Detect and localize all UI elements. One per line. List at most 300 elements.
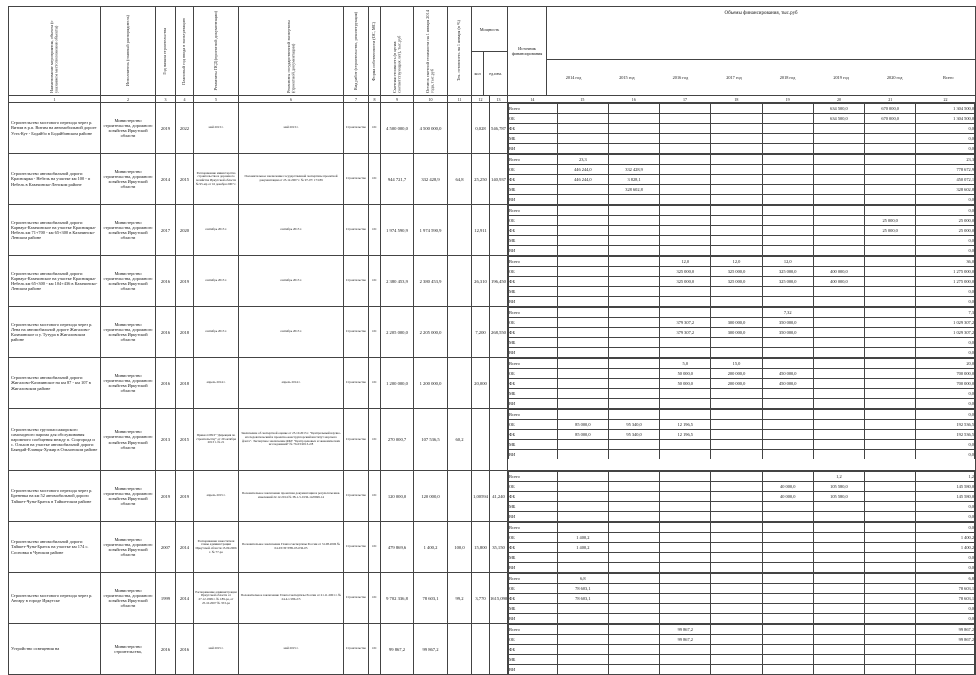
object-name: Строительство мостового перехода через р. Ангару в городе Иркутске bbox=[9, 573, 101, 624]
financing-value bbox=[608, 399, 659, 409]
source-label: МБ bbox=[509, 134, 558, 144]
object-row bbox=[9, 573, 976, 624]
financing-value bbox=[865, 584, 916, 594]
design-docs: апрель 2014 г. bbox=[194, 358, 239, 409]
financing-value bbox=[711, 502, 762, 512]
financing-value: 99 867,2 bbox=[660, 625, 711, 635]
financing-value bbox=[813, 379, 864, 389]
financing-value: 379 307,2 bbox=[660, 328, 711, 338]
financing-value bbox=[660, 512, 711, 522]
source-label: ВИ bbox=[509, 450, 558, 460]
financing-value bbox=[557, 410, 608, 420]
remaining-cost: 99 867,2 bbox=[414, 624, 448, 675]
financing-value bbox=[608, 114, 659, 124]
readiness: 64,8 bbox=[448, 154, 472, 205]
customer: Министерство строительства, дорожного хозяйства Иркутской области bbox=[101, 471, 156, 522]
financing-row bbox=[509, 267, 975, 277]
financing-value: 379 307,2 bbox=[660, 318, 711, 328]
estimated-cost: 270 000,7 bbox=[381, 409, 414, 471]
financing-value bbox=[865, 359, 916, 369]
financing-total: 145 580,0 bbox=[916, 492, 975, 502]
financing-value bbox=[762, 604, 813, 614]
financing-total: 1 400,2 bbox=[916, 533, 975, 543]
financing-value bbox=[608, 512, 659, 522]
financing-row bbox=[509, 155, 975, 165]
financing-value bbox=[762, 134, 813, 144]
financing-value bbox=[557, 206, 608, 216]
end-year: 2019 bbox=[176, 471, 194, 522]
financing-value bbox=[711, 338, 762, 348]
work-type: Строительство bbox=[344, 103, 369, 154]
investment-table bbox=[8, 6, 976, 675]
financing-value bbox=[711, 420, 762, 430]
financing-value bbox=[711, 308, 762, 318]
financing-value bbox=[865, 297, 916, 307]
financing-value bbox=[865, 379, 916, 389]
financing-value bbox=[608, 645, 659, 655]
design-docs: Распоряжение заместителя главы администрации Иркутской области 15.09.2006 г. № 77-ра bbox=[194, 522, 239, 573]
financing-value: 350 000,0 bbox=[762, 328, 813, 338]
source-label: МБ bbox=[509, 287, 558, 297]
header-source: Источник финансирования bbox=[508, 7, 547, 95]
customer: Министерство строительства, дорожного хозяйства Иркутской области bbox=[101, 358, 156, 409]
object-row bbox=[9, 154, 976, 205]
financing-subtable bbox=[508, 154, 975, 204]
financing-subtable bbox=[508, 358, 975, 408]
work-type: Строительство bbox=[344, 624, 369, 675]
estimated-cost: 2 380 453,9 bbox=[381, 256, 414, 307]
financing-value bbox=[762, 144, 813, 154]
header-col-6: Реквизиты государственной экспертизы (проектной документации) bbox=[239, 7, 344, 96]
end-year: 2018 bbox=[176, 307, 194, 358]
capacity-unit bbox=[490, 624, 508, 675]
customer: Министерство строительства, дорожного хозяйства Иркутской области bbox=[101, 409, 156, 471]
financing-row bbox=[509, 440, 975, 450]
financing-value bbox=[762, 226, 813, 236]
capacity-unit bbox=[490, 205, 508, 256]
financing-value bbox=[762, 502, 813, 512]
financing-value bbox=[813, 287, 864, 297]
financing-value bbox=[608, 553, 659, 563]
financing-value bbox=[711, 114, 762, 124]
financing-value bbox=[608, 369, 659, 379]
financing-value bbox=[711, 410, 762, 420]
financing-value bbox=[711, 604, 762, 614]
financing-value: 7,32 bbox=[762, 308, 813, 318]
source-label: Всего bbox=[509, 104, 558, 114]
financing-value bbox=[608, 543, 659, 553]
header-fin-title: Объемы финансирования, тыс.руб bbox=[547, 7, 976, 60]
financing-value bbox=[660, 134, 711, 144]
design-docs: сентябрь 2013 г. bbox=[194, 307, 239, 358]
work-type: Строительство bbox=[344, 409, 369, 471]
financing-value: 1 400,2 bbox=[557, 533, 608, 543]
financing-value bbox=[711, 625, 762, 635]
financing-value bbox=[762, 625, 813, 635]
financing-value bbox=[711, 665, 762, 675]
source-label: Всего bbox=[509, 308, 558, 318]
header-col-1: Наименование мероприятия, объекта (с указанием местоположения объекта) bbox=[9, 7, 101, 96]
financing-row bbox=[509, 134, 975, 144]
financing-value: 450 000,0 bbox=[762, 379, 813, 389]
financing-total: 99 867,2 bbox=[916, 625, 975, 635]
ownership: ОС bbox=[369, 358, 381, 409]
design-docs: апрель 2015 г. bbox=[194, 471, 239, 522]
header-year-2016: 2016 год bbox=[672, 75, 689, 80]
financing-row bbox=[509, 124, 975, 134]
estimated-cost: 2 205 000,0 bbox=[381, 307, 414, 358]
source-label: МБ bbox=[509, 553, 558, 563]
financing-value bbox=[660, 502, 711, 512]
financing-value bbox=[762, 645, 813, 655]
financing-value: 200 000,0 bbox=[711, 369, 762, 379]
financing-value bbox=[711, 185, 762, 195]
financing-value bbox=[813, 645, 864, 655]
source-label: ВИ bbox=[509, 348, 558, 358]
financing-value bbox=[813, 410, 864, 420]
ownership: ОС bbox=[369, 307, 381, 358]
financing-value bbox=[762, 216, 813, 226]
financing-value bbox=[813, 389, 864, 399]
financing-value bbox=[557, 472, 608, 482]
financing-value bbox=[608, 604, 659, 614]
capacity-unit: 1615,090 bbox=[490, 573, 508, 624]
financing-value bbox=[608, 338, 659, 348]
financing-value bbox=[865, 604, 916, 614]
financing-value: 3 828,1 bbox=[608, 175, 659, 185]
capacity-unit bbox=[490, 409, 508, 471]
financing-value bbox=[762, 399, 813, 409]
financing-total: 1 275 000,0 bbox=[916, 277, 975, 287]
capacity-qty bbox=[472, 624, 490, 675]
financing-value bbox=[711, 389, 762, 399]
financing-value bbox=[865, 594, 916, 604]
financing-value bbox=[813, 195, 864, 205]
remaining-cost: 1 200 000,0 bbox=[414, 358, 448, 409]
source-label: ВИ bbox=[509, 144, 558, 154]
financing-value bbox=[557, 645, 608, 655]
financing-value bbox=[813, 523, 864, 533]
start-year: 2016 bbox=[156, 256, 176, 307]
financing-value bbox=[813, 604, 864, 614]
object-name: Строительство автомобильной дороги Карнаул-Казачинское на участке Красноярка-Небель км 71+700 - км 65+300 в Казачинско-Ленском районе bbox=[9, 205, 101, 256]
financing-value bbox=[557, 512, 608, 522]
source-label: Всего bbox=[509, 359, 558, 369]
financing-total: 700 000,0 bbox=[916, 369, 975, 379]
financing-value bbox=[711, 574, 762, 584]
financing-value bbox=[762, 348, 813, 358]
financing-value bbox=[608, 206, 659, 216]
financing-value bbox=[660, 287, 711, 297]
financing-value bbox=[865, 440, 916, 450]
header-col-11: Тех. готовность на 1 января (в %) bbox=[448, 7, 472, 96]
expertise: сентябрь 2013 г. bbox=[239, 256, 344, 307]
financing-value bbox=[865, 308, 916, 318]
capacity-unit: 41,240 bbox=[490, 471, 508, 522]
financing-value bbox=[813, 440, 864, 450]
financing-value bbox=[813, 308, 864, 318]
financing-subtable bbox=[508, 256, 975, 306]
financing-total: 192 536,5 bbox=[916, 430, 975, 440]
capacity-qty: 3,770 bbox=[472, 573, 490, 624]
financing-value bbox=[660, 553, 711, 563]
financing-value: 350 000,0 bbox=[762, 318, 813, 328]
financing-total: 450 072,1 bbox=[916, 175, 975, 185]
financing-value bbox=[608, 104, 659, 114]
financing-total: 0,0 bbox=[916, 553, 975, 563]
financing-total: 78 603,1 bbox=[916, 594, 975, 604]
financing-value bbox=[557, 134, 608, 144]
financing-total: 0,0 bbox=[916, 399, 975, 409]
financing-value bbox=[865, 574, 916, 584]
financing-value bbox=[660, 348, 711, 358]
start-year: 2017 bbox=[156, 205, 176, 256]
source-label: ВИ bbox=[509, 512, 558, 522]
financing-total: 23,3 bbox=[916, 155, 975, 165]
financing-value bbox=[660, 574, 711, 584]
design-docs: Приказ ОГКУ "Дирекция по строительству" от 29 октября 2013 г. № 21 bbox=[194, 409, 239, 471]
financing-row bbox=[509, 216, 975, 226]
financing-value bbox=[762, 195, 813, 205]
financing-row bbox=[509, 297, 975, 307]
financing-value bbox=[865, 155, 916, 165]
financing-total: 1 029 307,2 bbox=[916, 328, 975, 338]
financing-value bbox=[813, 584, 864, 594]
object-name: Строительство мостового перехода через р. Витим в р.п. Витим на автомобильной дороге Усть-Кут - Бодайбо в Бодайбинском районе bbox=[9, 103, 101, 154]
readiness: 99,2 bbox=[448, 573, 472, 624]
financing-value bbox=[813, 246, 864, 256]
financing-value bbox=[660, 614, 711, 624]
source-label: МБ bbox=[509, 389, 558, 399]
source-label: МБ bbox=[509, 185, 558, 195]
financing-value bbox=[557, 440, 608, 450]
financing-value bbox=[813, 328, 864, 338]
financing-value bbox=[711, 124, 762, 134]
financing-value: 12 196,5 bbox=[660, 420, 711, 430]
financing-value bbox=[865, 175, 916, 185]
header-col-2: Исполнитель (главный распорядитель) bbox=[101, 7, 156, 96]
financing-total: 78 603,1 bbox=[916, 584, 975, 594]
financing-value bbox=[762, 104, 813, 114]
financing-value bbox=[608, 450, 659, 460]
financing-row bbox=[509, 512, 975, 522]
header-col-8: Форма собственности (ОС, МС) bbox=[369, 7, 381, 96]
financing-value bbox=[865, 287, 916, 297]
financing-total: 1 275 000,0 bbox=[916, 267, 975, 277]
financing-subtable bbox=[508, 471, 975, 521]
remaining-cost: 107 536,5 bbox=[414, 409, 448, 471]
financing-row bbox=[509, 338, 975, 348]
financing-row bbox=[509, 472, 975, 482]
financing-row bbox=[509, 389, 975, 399]
remaining-cost: 2 205 000,0 bbox=[414, 307, 448, 358]
financing-value: 25 000,0 bbox=[865, 216, 916, 226]
object-name: Строительство грузопассажирского самоходного парома для обслуживания паромного сообщения между п. Соцгорода и с. Ольхон на участке автомобильной дороги Баяндай-Еланцы-Хужир в Ольхонском районе bbox=[9, 409, 101, 471]
financing-value bbox=[608, 635, 659, 645]
object-row bbox=[9, 624, 976, 675]
financing-total bbox=[916, 655, 975, 665]
financing-value: 85 000,0 bbox=[557, 420, 608, 430]
remaining-cost: 332 428,9 bbox=[414, 154, 448, 205]
financing-value bbox=[608, 287, 659, 297]
financing-total: 20,0 bbox=[916, 359, 975, 369]
financing-value bbox=[608, 195, 659, 205]
financing-value bbox=[813, 655, 864, 665]
financing-value bbox=[711, 226, 762, 236]
financing-value bbox=[660, 114, 711, 124]
financing-value bbox=[711, 144, 762, 154]
capacity-qty: 1,00594 bbox=[472, 471, 490, 522]
source-label: ОБ bbox=[509, 267, 558, 277]
financing-value bbox=[762, 420, 813, 430]
object-row bbox=[9, 358, 976, 409]
source-label: ВИ bbox=[509, 246, 558, 256]
financing-value bbox=[660, 492, 711, 502]
work-type: Строительство bbox=[344, 573, 369, 624]
financing-total: 1 029 307,2 bbox=[916, 318, 975, 328]
expertise: май 2013 г. bbox=[239, 103, 344, 154]
capacity-unit: 546,787 bbox=[490, 103, 508, 154]
financing-value bbox=[557, 665, 608, 675]
financing-row bbox=[509, 379, 975, 389]
design-docs: сентябрь 2013 г. bbox=[194, 256, 239, 307]
end-year: 2016 bbox=[176, 624, 194, 675]
header-col-9: Сметная стоимость (в ценах соответствующих лет), тыс.руб bbox=[381, 7, 414, 96]
capacity-qty: 0,028 bbox=[472, 103, 490, 154]
financing-value bbox=[608, 318, 659, 328]
financing-value bbox=[865, 635, 916, 645]
ownership: ОС bbox=[369, 471, 381, 522]
financing-value bbox=[762, 185, 813, 195]
financing-value bbox=[865, 625, 916, 635]
financing-row bbox=[509, 104, 975, 114]
financing-value bbox=[608, 226, 659, 236]
financing-value bbox=[762, 389, 813, 399]
source-label: ВИ bbox=[509, 399, 558, 409]
financing-value bbox=[608, 665, 659, 675]
financing-total: 0,0 bbox=[916, 246, 975, 256]
end-year: 2020 bbox=[176, 205, 194, 256]
financing-value bbox=[762, 440, 813, 450]
financing-value bbox=[762, 563, 813, 573]
estimated-cost: 1 200 000,0 bbox=[381, 358, 414, 409]
financing-row bbox=[509, 348, 975, 358]
financing-value: 50 000,0 bbox=[660, 379, 711, 389]
financing-value bbox=[660, 206, 711, 216]
financing-value bbox=[865, 348, 916, 358]
financing-value bbox=[608, 379, 659, 389]
header-year-2017: 2017 год bbox=[726, 75, 742, 80]
financing-value bbox=[813, 297, 864, 307]
financing-row bbox=[509, 287, 975, 297]
work-type: Строительство bbox=[344, 358, 369, 409]
financing-value bbox=[557, 635, 608, 645]
financing-value bbox=[813, 155, 864, 165]
header-year-2019: 2019 год bbox=[833, 75, 849, 80]
financing-row bbox=[509, 625, 975, 635]
financing-value bbox=[865, 492, 916, 502]
financing-row bbox=[509, 523, 975, 533]
financing-value bbox=[608, 328, 659, 338]
header-year-2014: 2014 год bbox=[565, 75, 582, 80]
source-label: ОБ bbox=[509, 369, 558, 379]
financing-total: 0,0 bbox=[916, 410, 975, 420]
financing-value bbox=[865, 399, 916, 409]
financing-row bbox=[509, 257, 975, 267]
financing-total: 0,0 bbox=[916, 604, 975, 614]
financing-value: 446 244,0 bbox=[557, 165, 608, 175]
capacity-unit: 268,550 bbox=[490, 307, 508, 358]
financing-value bbox=[711, 236, 762, 246]
financing-value bbox=[813, 175, 864, 185]
start-year: 2014 bbox=[156, 154, 176, 205]
financing-value bbox=[762, 512, 813, 522]
financing-value bbox=[557, 195, 608, 205]
financing-value: 50 000,0 bbox=[660, 369, 711, 379]
financing-value bbox=[813, 257, 864, 267]
capacity-unit: 196,450 bbox=[490, 256, 508, 307]
financing-value bbox=[608, 492, 659, 502]
capacity-qty: 7,200 bbox=[472, 307, 490, 358]
financing-value bbox=[608, 533, 659, 543]
financing-row bbox=[509, 553, 975, 563]
financing-value bbox=[711, 175, 762, 185]
financing-value bbox=[865, 165, 916, 175]
financing-value bbox=[660, 563, 711, 573]
source-label: ФБ bbox=[509, 379, 558, 389]
financing-value bbox=[865, 430, 916, 440]
financing-row bbox=[509, 328, 975, 338]
header-col-5: Реквизиты ПСД (проектной документации) bbox=[194, 7, 239, 96]
readiness bbox=[448, 307, 472, 358]
financing-value bbox=[865, 472, 916, 482]
financing-value bbox=[608, 614, 659, 624]
source-label: МБ bbox=[509, 655, 558, 665]
financing-value bbox=[608, 440, 659, 450]
source-label: ФБ bbox=[509, 226, 558, 236]
financing-total: 1 304 500,0 bbox=[916, 104, 975, 114]
financing-value bbox=[711, 216, 762, 226]
financing-total: 700 000,0 bbox=[916, 379, 975, 389]
financing-value bbox=[762, 338, 813, 348]
readiness bbox=[448, 103, 472, 154]
financing-value bbox=[865, 553, 916, 563]
financing-value: 325 000,0 bbox=[711, 277, 762, 287]
financing-row bbox=[509, 543, 975, 553]
object-name: Строительство мостового перехода через р. Лена на автомобильной дороге Жигалово-Казачинское и у. Тутура в Жигаловском районе bbox=[9, 307, 101, 358]
financing-value: 300 000,0 bbox=[711, 328, 762, 338]
financing-value bbox=[608, 655, 659, 665]
financing-value: 78 603,1 bbox=[557, 584, 608, 594]
work-type: Строительство bbox=[344, 307, 369, 358]
financing-value bbox=[711, 399, 762, 409]
source-label: Всего bbox=[509, 574, 558, 584]
financing-value bbox=[608, 246, 659, 256]
expertise: Положительное заключение Главгосэкспертизы России от 31.08.2006 № 04-03/ЭГ/ГРБ-03-036-05 bbox=[239, 522, 344, 573]
financing-value bbox=[660, 216, 711, 226]
financing-value bbox=[660, 175, 711, 185]
financing-value bbox=[660, 533, 711, 543]
financing-value: 78 603,1 bbox=[557, 594, 608, 604]
financing-value bbox=[608, 563, 659, 573]
financing-value bbox=[865, 246, 916, 256]
financing-row bbox=[509, 359, 975, 369]
financing-value bbox=[711, 614, 762, 624]
financing-value bbox=[865, 338, 916, 348]
financing-row bbox=[509, 635, 975, 645]
source-label: ОБ bbox=[509, 114, 558, 124]
financing-value bbox=[813, 450, 864, 460]
